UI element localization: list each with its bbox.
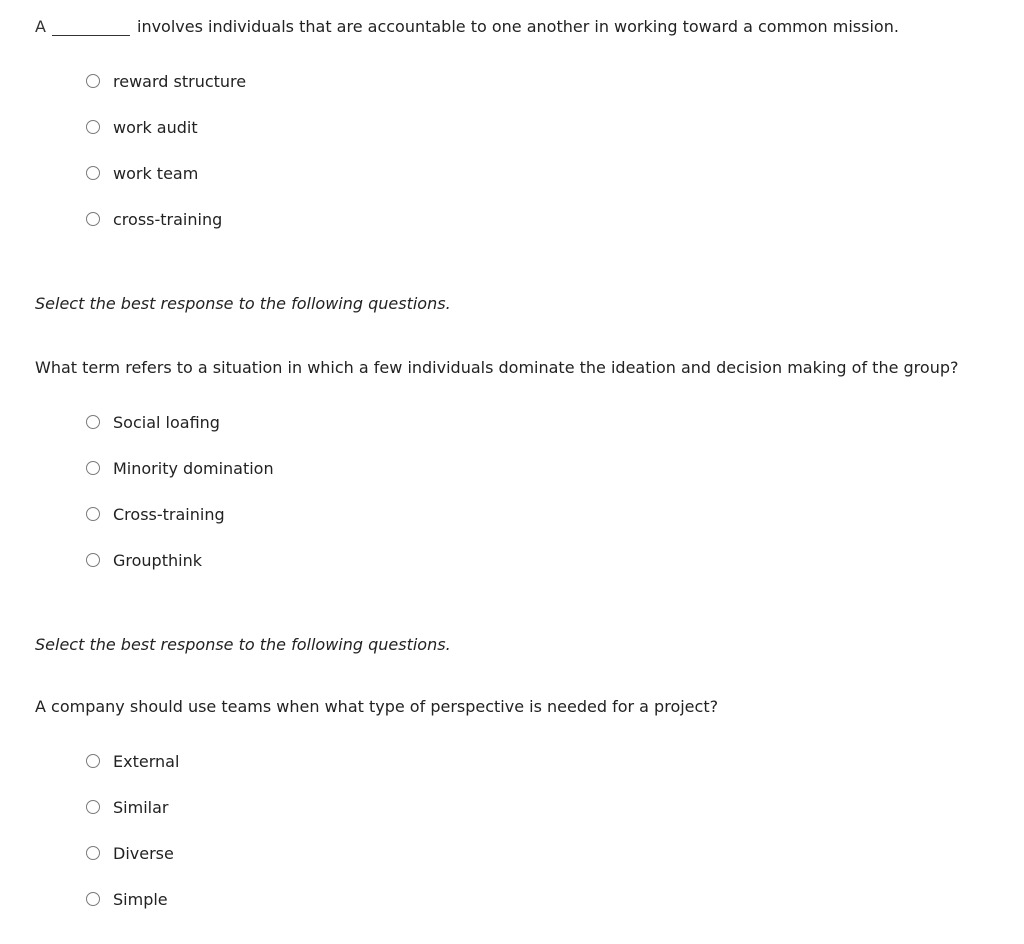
radio-button[interactable] (86, 553, 100, 567)
radio-button[interactable] (86, 120, 100, 134)
option-label: External (113, 751, 180, 771)
option-label: Cross-training (113, 504, 225, 524)
radio-button[interactable] (86, 74, 100, 88)
option-label: reward structure (113, 71, 247, 91)
option-label: Groupthink (113, 550, 202, 570)
q3-option-diverse[interactable] (86, 842, 174, 864)
radio-button[interactable] (86, 846, 100, 860)
q2-option-minority-domination[interactable] (86, 457, 274, 479)
option-label: Simple (113, 889, 168, 909)
option-label: cross-training (113, 209, 223, 229)
option-label: work audit (113, 117, 198, 137)
option-label: Similar (113, 797, 169, 817)
q1-option-work-team[interactable] (86, 162, 198, 184)
option-label: work team (113, 163, 199, 183)
q1-option-work-audit[interactable] (86, 116, 198, 138)
q1-option-reward-structure[interactable] (86, 70, 246, 92)
radio-button[interactable] (86, 892, 100, 906)
q3-option-simple[interactable] (86, 888, 168, 910)
radio-button[interactable] (86, 415, 100, 429)
radio-button[interactable] (86, 507, 100, 521)
question-2-text: What term refers to a situation in which a few individuals dominate the ideation and decision making of the group? (35, 358, 959, 377)
question-1-prefix: A (35, 17, 46, 36)
radio-button[interactable] (86, 800, 100, 814)
instruction-text: Select the best response to the following questions. (35, 294, 451, 313)
option-label: Minority domination (113, 458, 274, 478)
question-3-text: A company should use teams when what type of perspective is needed for a project? (35, 697, 719, 716)
q2-option-cross-training[interactable] (86, 503, 225, 525)
radio-button[interactable] (86, 212, 100, 226)
option-label: Diverse (113, 843, 174, 863)
q2-option-groupthink[interactable] (86, 549, 202, 571)
instruction-text: Select the best response to the following questions. (35, 635, 451, 654)
q3-option-similar[interactable] (86, 796, 168, 818)
radio-button[interactable] (86, 754, 100, 768)
option-label: Social loafing (113, 412, 220, 432)
q1-option-cross-training[interactable] (86, 208, 222, 230)
radio-button[interactable] (86, 166, 100, 180)
q2-option-social-loafing[interactable] (86, 411, 220, 433)
question-1-text: involves individuals that are accountable to one another in working toward a common mission. (137, 17, 899, 36)
fill-in-blank (52, 35, 130, 36)
radio-button[interactable] (86, 461, 100, 475)
q3-option-external[interactable] (86, 750, 179, 772)
